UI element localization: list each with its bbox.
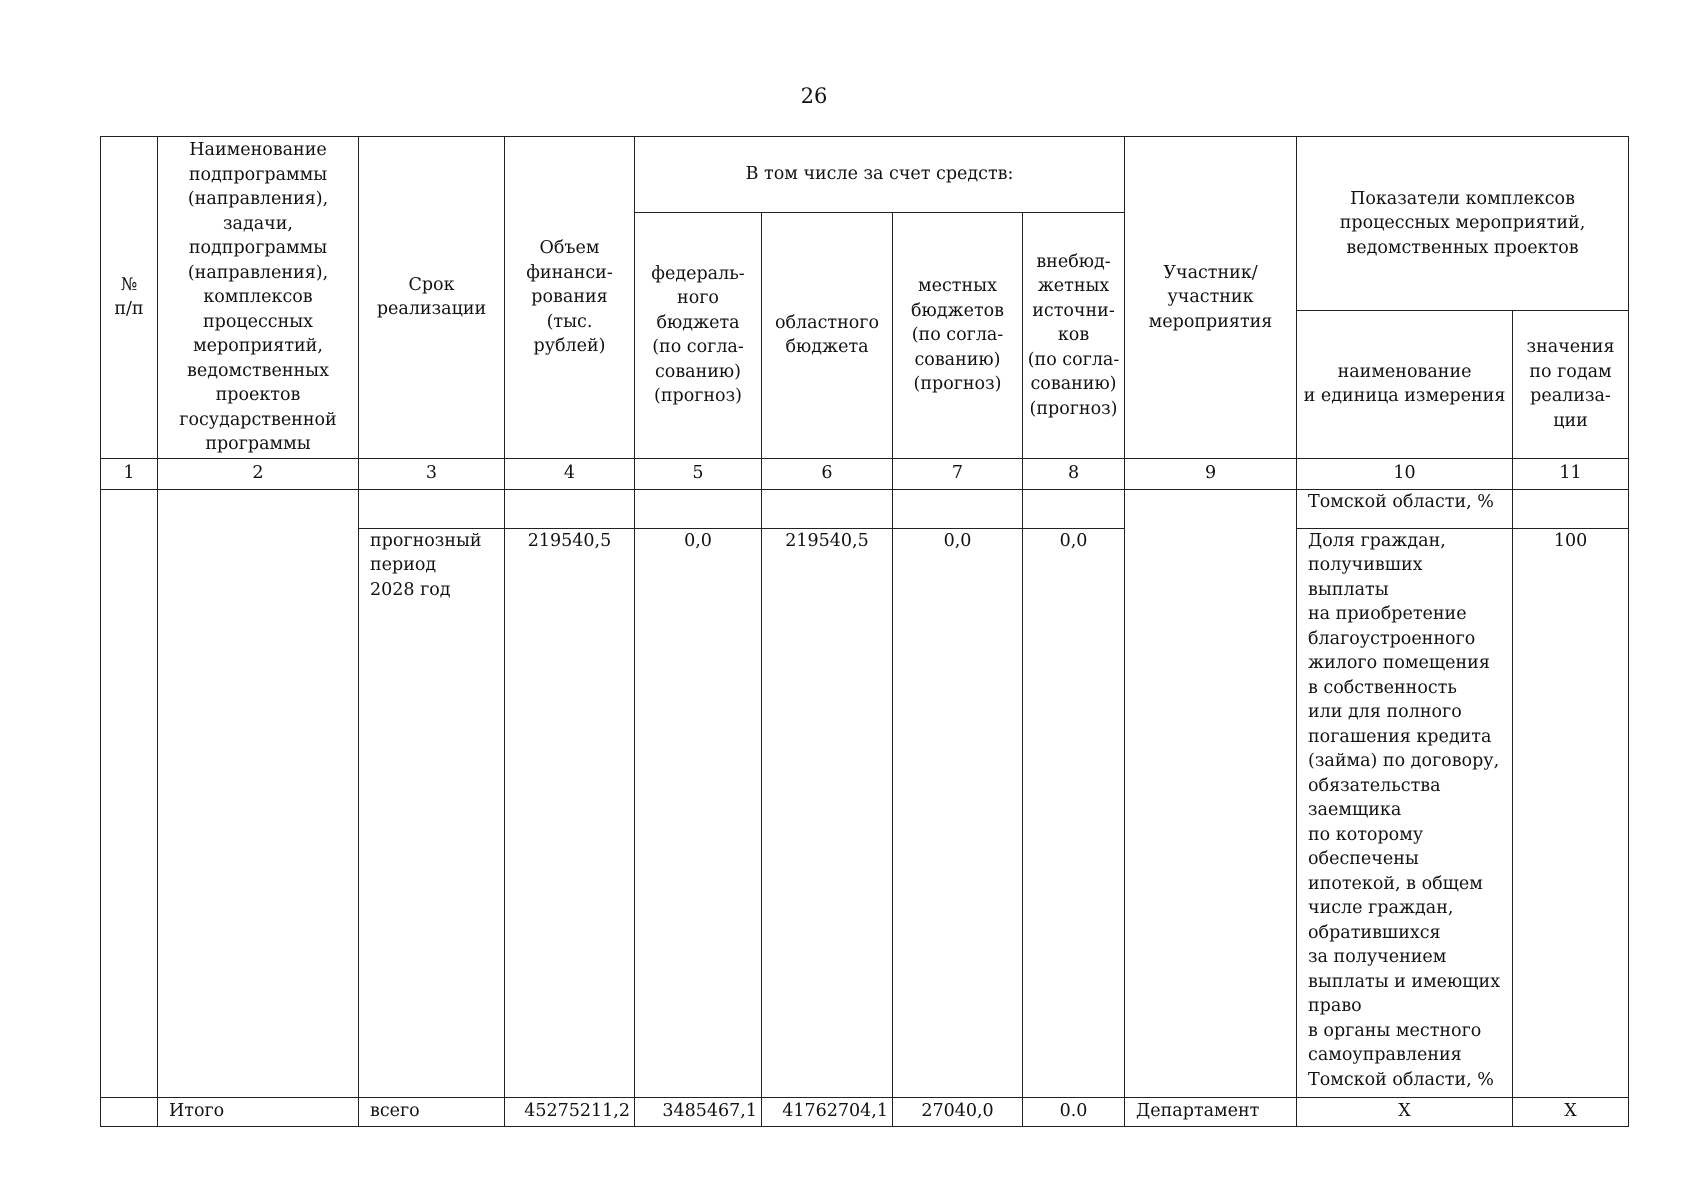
total-name: Итого xyxy=(158,1097,359,1126)
forecast-local: 0,0 xyxy=(893,528,1023,1097)
total-volume: 45275211,2 xyxy=(505,1097,635,1126)
empty-cell xyxy=(505,489,635,528)
total-period: всего xyxy=(359,1097,505,1126)
column-number: 4 xyxy=(505,458,635,489)
total-value: Х xyxy=(1513,1097,1629,1126)
forecast-volume: 219540,5 xyxy=(505,528,635,1097)
column-number: 5 xyxy=(635,458,762,489)
column-number: 11 xyxy=(1513,458,1629,489)
indicator-continuation: Томской области, % xyxy=(1297,489,1513,528)
header-indicator-name: наименование и единица измерения xyxy=(1297,310,1513,458)
empty-cell xyxy=(1023,489,1125,528)
column-number: 8 xyxy=(1023,458,1125,489)
total-participant: Департамент xyxy=(1125,1097,1297,1126)
total-indicator: Х xyxy=(1297,1097,1513,1126)
program-table xyxy=(100,136,1629,1127)
page-number: 26 xyxy=(800,84,828,108)
column-number: 1 xyxy=(101,458,158,489)
empty-cell xyxy=(1513,489,1629,528)
header-period: Срок реализации xyxy=(359,137,505,459)
row-name-cell xyxy=(158,489,359,1097)
header-extra: внебюд- жетных источни- ков (по согла- сованию) (прогноз) xyxy=(1023,213,1125,459)
forecast-regional: 219540,5 xyxy=(762,528,893,1097)
header-indicators-group: Показатели комплексов процессных мероприятий, ведомственных проектов xyxy=(1297,137,1629,311)
header-participant: Участник/ участник мероприятия xyxy=(1125,137,1297,459)
header-number: № п/п xyxy=(101,137,158,459)
forecast-federal: 0,0 xyxy=(635,528,762,1097)
forecast-value: 100 xyxy=(1513,528,1629,1097)
empty-cell xyxy=(762,489,893,528)
header-volume: Объем финанси- рования (тыс. рублей) xyxy=(505,137,635,459)
column-number: 9 xyxy=(1125,458,1297,489)
forecast-period: прогнозный период 2028 год xyxy=(359,528,505,1097)
column-number: 10 xyxy=(1297,458,1513,489)
header-federal: федераль- ного бюджета (по согла- сованию) (прогноз) xyxy=(635,213,762,459)
forecast-indicator: Доля граждан, получивших выплаты на приобретение благоустроенного жилого помещения в собственность или для полного погашения кредита (займа) по договору, обязательства заемщика по которому обеспечены ипотекой, в общем числе граждан, обратившихся за получением выплаты и имеющих право в органы местного самоуправления Томской области, % xyxy=(1297,528,1513,1097)
empty-cell xyxy=(359,489,505,528)
total-regional: 41762704,1 xyxy=(762,1097,893,1126)
column-number: 6 xyxy=(762,458,893,489)
header-name: Наименование подпрограммы (направления), задачи, подпрограммы (направления), комплексов процессных мероприятий, ведомственных проектов государственной программы xyxy=(158,137,359,459)
column-number: 2 xyxy=(158,458,359,489)
header-indicator-values: значения по годам реализа- ции xyxy=(1513,310,1629,458)
column-number: 7 xyxy=(893,458,1023,489)
total-federal: 3485467,1 xyxy=(635,1097,762,1126)
empty-cell xyxy=(635,489,762,528)
row-participant-cell xyxy=(1125,489,1297,1097)
header-local: местных бюджетов (по согла- сованию) (прогноз) xyxy=(893,213,1023,459)
column-number: 3 xyxy=(359,458,505,489)
header-funds-group: В том числе за счет средств: xyxy=(635,137,1125,213)
row-number-cell xyxy=(101,489,158,1097)
empty-cell xyxy=(893,489,1023,528)
empty-cell xyxy=(101,1097,158,1126)
forecast-extra: 0,0 xyxy=(1023,528,1125,1097)
total-local: 27040,0 xyxy=(893,1097,1023,1126)
total-extra: 0.0 xyxy=(1023,1097,1125,1126)
header-regional: областного бюджета xyxy=(762,213,893,459)
